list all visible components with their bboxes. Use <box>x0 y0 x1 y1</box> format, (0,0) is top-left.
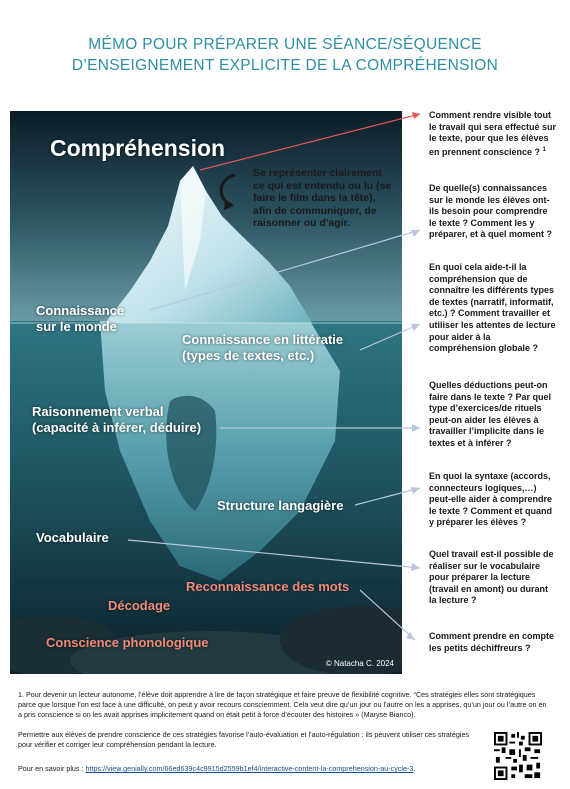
page-title <box>0 34 570 76</box>
label-litteratie: Connaissance en littératie (types de textes, etc.) <box>182 332 344 363</box>
label-connaissance-monde: Connaissance sur le monde <box>36 303 125 334</box>
label-conscience: Conscience phonologique <box>46 635 209 650</box>
question-6: Quel travail est-il possible de réaliser sur le vocabulaire pour préparer la lecture (travail en amont) ou durant la lecture ? <box>429 549 554 606</box>
footnote-1: 1. Pour devenir un lecteur autonome, l’élève doit apprendre à lire de façon stratégique et faire preuve de flexibilité cognitive. “Ces stratégies elles sont stratégiques parce que lorsque l’on est face à une difficulté, on peut y avoir recours consciemment. Cela veut dire qu’un jour ou l’autre on les a apprises, qu’un jour ou l’autre on en a pris conscience si on les avait apprises implicitement quand on était petit à force d’écouter des histoires » (Maryse Bianco). <box>18 690 547 719</box>
question-2: De quelle(s) connaissances sur le monde les élèves ont-ils besoin pour comprendre le texte ? Comment les y préparer, et à quel moment ? <box>429 183 553 240</box>
iceberg-illustration <box>10 111 402 674</box>
question-1: Comment rendre visible tout le travail qui sera effectué sur le texte, pour que les élèves en prennent conscience ? $^1$ <box>429 110 557 157</box>
title-line-2: D’ENSEIGNEMENT EXPLICITE DE LA COMPRÉHENSION <box>71 57 499 74</box>
comprehension-note: Se représenter clairement ce qui est entendu ou lu (se faire le film dans la tête), afin de communiquer, de raisonner ou d'agir. <box>253 167 392 229</box>
qr-code[interactable] <box>494 732 542 780</box>
label-reconnaissance: Reconnaissance des mots <box>186 579 350 594</box>
more-info: Pour en savoir plus : https://view.genially.com/66ed639c4c9915d2559b1ef4/interactive-content-la-comprehension-au-cycle-3. <box>18 764 416 773</box>
label-raisonnement: Raisonnement verbal (capacité à inférer, déduire) <box>32 404 202 435</box>
more-label: Pour en savoir plus : <box>18 764 86 773</box>
title-line-1: MÉMO POUR PRÉPARER UNE SÉANCE/SÉQUENCE <box>88 36 482 53</box>
footnote-mark: 1 <box>542 146 546 153</box>
footnote-2: Permettre aux élèves de prendre conscience de ces stratégies favorise l’auto-évaluation et l’auto-régulation : ils peuvent utiliser ces stratégies pour vérifier et corriger leur compréhension pendant la lecture. <box>18 730 470 749</box>
question-3: En quoi cela aide-t-il la compréhension que de connaître les différents types de textes (narratif, informatif, etc.) ? Comment travailler et utiliser les attentes de lecture pour aider à la compréhension globale ? <box>429 262 556 354</box>
label-comprehension: Compréhension <box>50 135 226 161</box>
label-structure: Structure langagière <box>217 498 344 513</box>
copyright: © Natacha C. 2024 <box>325 659 394 668</box>
question-7: Comment prendre en compte les petits déchiffreurs ? <box>429 631 555 653</box>
question-5: En quoi la syntaxe (accords, connecteurs logiques,…) peut-elle aider à comprendre le texte ? Comment et quand y préparer les élèves ? <box>429 471 553 528</box>
label-decodage: Décodage <box>108 598 171 613</box>
genially-link[interactable]: https://view.genially.com/66ed639c4c9915d2559b1ef4/interactive-content-la-comprehension-au-cycle-3 <box>85 764 414 773</box>
label-vocabulaire: Vocabulaire <box>36 530 109 545</box>
question-4: Quelles déductions peut-on faire dans le texte ? Par quel type d’exercices/de rituels peut-on aider les élèves à travailler l’implicite dans le textes et à inférer ? <box>429 380 552 448</box>
